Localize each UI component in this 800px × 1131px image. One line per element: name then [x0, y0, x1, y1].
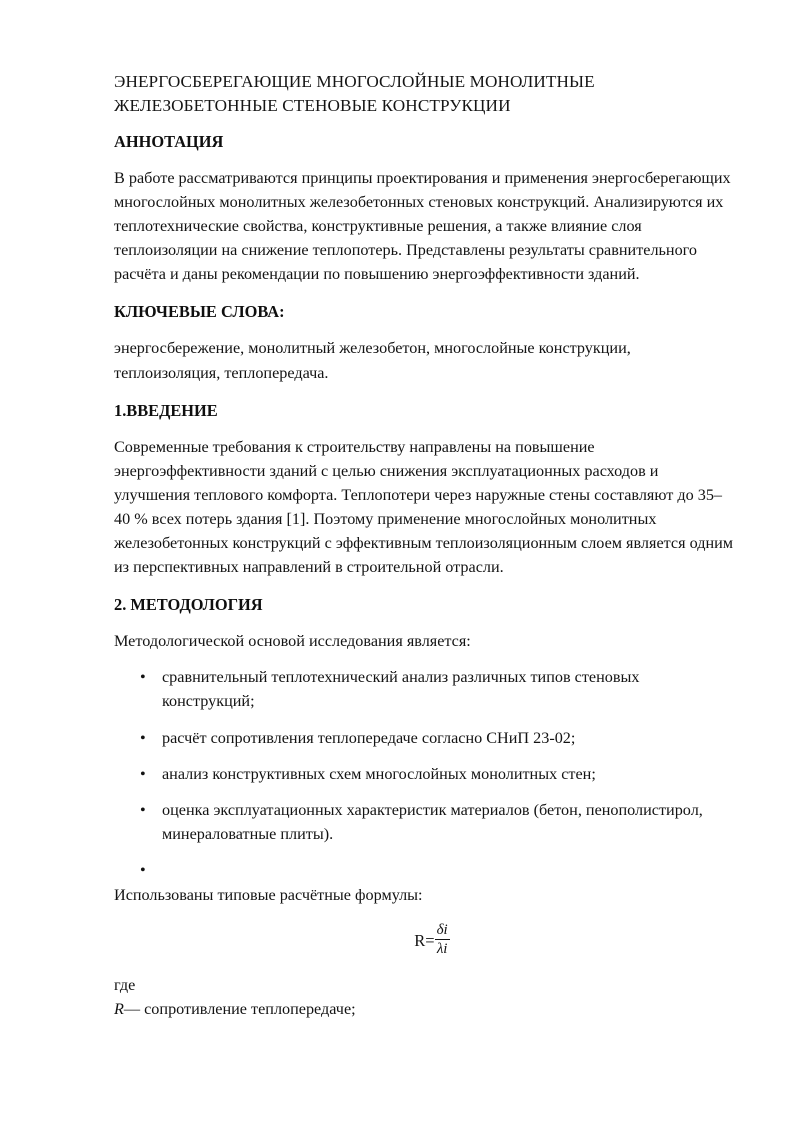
keywords-paragraph: энергосбережение, монолитный железобетон, многослойные конструкции, теплоизоляция, теплопередача. — [114, 339, 631, 382]
list-item-empty — [114, 858, 736, 877]
methodology-intro-paragraph: Методологической основой исследования является: — [114, 632, 471, 651]
list-item-label: сравнительный теплотехнический анализ различных типов стеновых конструкций; — [162, 668, 640, 711]
where-label: где — [114, 975, 136, 994]
section-heading-keywords: КЛЮЧЕВЫЕ СЛОВА: — [114, 302, 285, 322]
bullet-icon: • — [140, 728, 146, 747]
formula-numerator: δi — [436, 922, 448, 939]
bullet-icon: • — [140, 860, 146, 879]
formula-fraction — [435, 922, 450, 958]
list-item — [114, 762, 736, 786]
section-heading-methodology: 2. МЕТОДОЛОГИЯ — [114, 595, 263, 615]
bullet-icon: • — [140, 800, 146, 819]
list-item — [114, 798, 736, 846]
section-heading-abstract: АННОТАЦИЯ — [114, 132, 224, 151]
page-title: ЭНЕРГОСБЕРЕГАЮЩИЕ МНОГОСЛОЙНЫЕ МОНОЛИТНЫЕ ЖЕЛЕЗОБЕТОННЫЕ СТЕНОВЫЕ КОНСТРУКЦИИ — [114, 72, 595, 115]
abstract-paragraph: В работе рассматриваются принципы проектирования и применения энергосберегающих многослойных монолитных железобетонных стеновых конструкций. Анализируются их теплотехнические свойства, конструктивные решения, а также влияние слоя теплоизоляции на снижение теплопотерь. Представлены результаты сравнительного расчёта и даны рекомендации по повышению энергоэффективности зданий. — [114, 169, 731, 284]
section-heading-introduction: 1.ВВЕДЕНИЕ — [114, 400, 218, 420]
introduction-paragraph: Современные требования к строительству направлены на повышение энергоэффективности зданий с целью снижения эксплуатационных расходов и улучшения теплового комфорта. Теплопотери через наружные стены составляют до 35–40 % всех потерь здания [1]. Поэтому применение многослойных монолитных железобетонных конструкций с эффективным теплоизоляционным слоем является одним из перспективных направлений в строительной отрасли. — [114, 437, 734, 577]
heat-resistance-formula — [414, 923, 449, 959]
formula-intro-paragraph: Использованы типовые расчётные формулы: — [114, 885, 423, 904]
formula-left-hand-side: R= — [414, 930, 435, 950]
list-item-label: оценка эксплуатационных характеристик материалов (бетон, пенополистирол, минераловатные плиты). — [162, 800, 703, 843]
formula-denominator: λi — [435, 939, 450, 958]
symbol-definition — [114, 997, 736, 1021]
list-item-label: анализ конструктивных схем многослойных монолитных стен; — [162, 764, 596, 783]
list-item — [114, 726, 736, 750]
symbol-description: — сопротивление теплопередаче; — [123, 1000, 356, 1019]
formula-block — [114, 923, 736, 959]
bullet-icon: • — [140, 764, 146, 783]
document-content — [114, 70, 736, 1021]
bullet-icon: • — [140, 668, 146, 687]
list-item-label: расчёт сопротивления теплопередаче согласно СНиП 23-02; — [162, 728, 576, 747]
list-item — [114, 665, 736, 713]
symbol-name: R — [114, 1000, 124, 1019]
methodology-bullet-list — [114, 665, 736, 877]
